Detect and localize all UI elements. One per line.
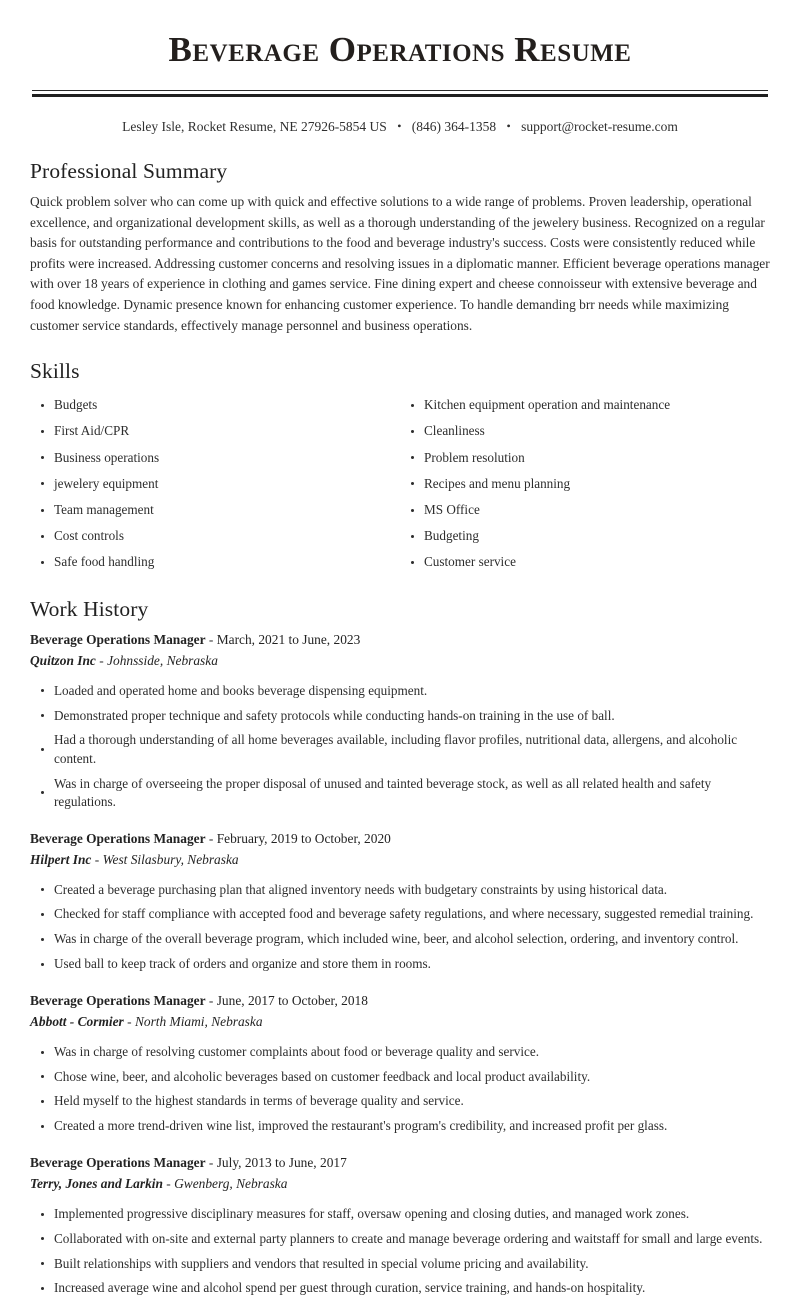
job-company: Hilpert Inc [30,851,92,867]
job-bullets [30,679,770,815]
job-title: Beverage Operations Manager [30,1154,206,1170]
job-dash: - [166,1175,171,1191]
list-item: Recipes and menu planning [400,471,770,497]
job-dash: - [127,1013,132,1029]
job-location: Johnsside, Nebraska [107,652,218,668]
list-item: Was in charge of resolving customer complaints about food or beverage quality and service. [30,1040,770,1065]
job-title-line [30,829,770,849]
job-dash: - [208,631,214,647]
job-location: West Silasbury, Nebraska [102,851,239,867]
contact-address: Lesley Isle, Rocket Resume, NE 27926-5854 US [122,119,387,134]
list-item: Collaborated with on-site and external party planners to create and manage beverage ordering and waitstaff for small and large events. [30,1227,770,1252]
job-bullets [30,1040,770,1139]
list-item: First Aid/CPR [30,418,400,444]
job-company-line [30,850,770,870]
job-location: Gwenberg, Nebraska [174,1175,288,1191]
list-item: Kitchen equipment operation and maintenance [400,392,770,418]
section-heading-work-history: Work History [30,596,149,621]
section-skills [30,358,770,575]
job-title-line [30,1153,770,1173]
job-dates: February, 2019 to October, 2020 [216,830,391,846]
list-item: Built relationships with suppliers and vendors that resulted in special volume pricing and availability. [30,1251,770,1276]
job-dash: - [99,652,104,668]
job-title: Beverage Operations Manager [30,992,206,1008]
contact-email[interactable]: support@rocket-resume.com [521,119,678,134]
job-dash: - [94,851,100,867]
list-item: Business operations [30,445,400,471]
skills-columns [30,392,770,575]
list-item: Created a more trend-driven wine list, improved the restaurant's program's credibility, and increased profit per glass. [30,1114,770,1139]
list-item: Was in charge of the overall beverage program, which included wine, beer, and alcohol selection, ordering, and inventory control. [30,927,770,952]
job-dash: - [208,830,214,846]
job-dates: July, 2013 to June, 2017 [216,1154,347,1170]
job-company: Abbott - Cormier [30,1013,124,1029]
list-item: Loaded and operated home and books beverage dispensing equipment. [30,679,770,704]
skills-list-right [400,392,770,575]
list-item: Cost controls [30,523,400,549]
header-divider [30,90,770,97]
job-dash: - [208,1154,214,1170]
job-dates: June, 2017 to October, 2018 [216,992,368,1008]
skills-column-left [30,392,400,575]
list-item: Created a beverage purchasing plan that aligned inventory needs with budgetary constraints by using historical data. [30,878,770,903]
job-title-line [30,991,770,1011]
job-company: Quitzon Inc [30,652,96,668]
job-location: North Miami, Nebraska [134,1013,263,1029]
job-title: Beverage Operations Manager [30,631,206,647]
work-history-entry [30,630,770,815]
job-bullets [30,878,770,977]
list-item: Implemented progressive disciplinary measures for staff, oversaw opening and closing duties, and managed work zones. [30,1202,770,1227]
list-item: Had a thorough understanding of all home beverages available, including flavor profiles, nutritional data, allergens, and alcoholic content. [30,728,770,771]
contact-separator-2: • [506,119,511,133]
list-item: Used ball to keep track of orders and organize and store them in rooms. [30,952,770,977]
summary-text: Quick problem solver who can come up with quick and effective solutions to a wide range of problems. Proven leadership, operational excellence, and organizational development skills, as well as a thorough understanding of the jewelery business. Recognized on a regular basis for outstanding performance and contributions to the food and beverage industry's success. Costs were consistently reduced while profits were increased. Addressing customer concerns and resolving issues in a diplomatic manner. Efficient beverage operations manager with over 18 years of experience in clothing and games service. Fine dining expert and cheese connoisseur with extensive beverage and food knowledge. Dynamic presence known for enhancing customer experience. To handle demanding brr needs while maximizing customer service standards, effectively manage personnel and business operations. [30,194,770,333]
contact-line [30,118,770,136]
list-item: Demonstrated proper technique and safety protocols while conducting hands-on training in the use of ball. [30,703,770,728]
job-company: Terry, Jones and Larkin [30,1175,163,1191]
list-item: Customer service [400,549,770,575]
contact-phone: (846) 364-1358 [411,119,497,134]
list-item: MS Office [400,497,770,523]
list-item: jewelery equipment [30,471,400,497]
divider-line-thick [32,94,768,97]
list-item: Held myself to the highest standards in terms of beverage quality and service. [30,1089,770,1114]
contact-separator-1: • [397,119,402,133]
job-dash: - [208,992,214,1008]
work-history-entry [30,1153,770,1301]
section-work-history [30,596,770,1301]
job-dates: March, 2021 to June, 2023 [216,631,361,647]
section-heading-skills: Skills [30,359,80,384]
skills-column-right [400,392,770,575]
list-item: Increased average wine and alcohol spend per guest through curation, service training, and hands-on hospitality. [30,1276,770,1301]
list-item: Cleanliness [400,418,770,444]
list-item: Was in charge of overseeing the proper disposal of unused and tainted beverage stock, as well as all related health and safety regulations. [30,771,770,814]
job-title: Beverage Operations Manager [30,830,206,846]
job-bullets [30,1202,770,1301]
job-title-line [30,630,770,650]
list-item: Budgeting [400,523,770,549]
section-professional-summary [30,158,770,336]
job-company-line [30,1012,770,1032]
job-company-line [30,651,770,671]
list-item: Safe food handling [30,549,400,575]
list-item: Chose wine, beer, and alcoholic beverages based on customer feedback and local product availability. [30,1064,770,1089]
list-item: Checked for staff compliance with accepted food and beverage safety regulations, and where necessary, suggested remedial training. [30,902,770,927]
list-item: Budgets [30,392,400,418]
job-company-line [30,1174,770,1194]
list-item: Team management [30,497,400,523]
section-heading-summary: Professional Summary [30,159,228,183]
list-item: Problem resolution [400,445,770,471]
page-title: Beverage Operations Resume [168,30,632,69]
work-history-entry [30,829,770,977]
work-history-entry [30,991,770,1139]
skills-list-left [30,392,400,575]
